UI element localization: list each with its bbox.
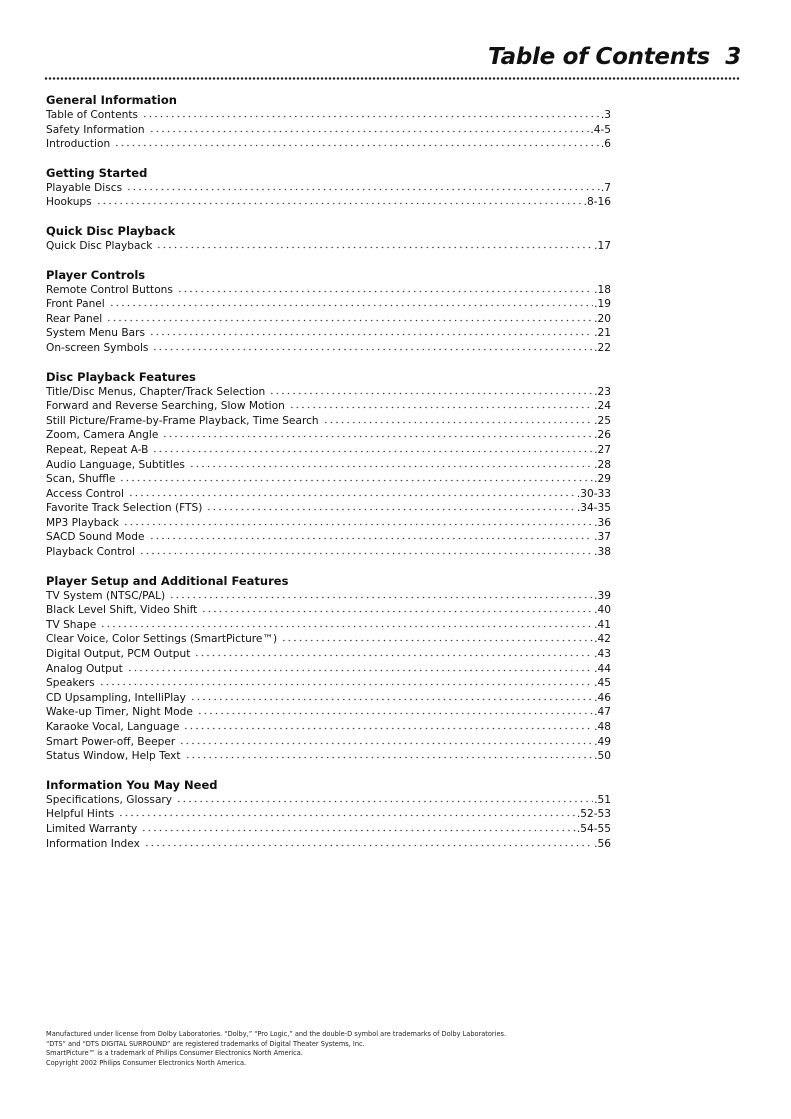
dot-leader (149, 326, 593, 336)
toc-entry-page: .8-16 (583, 196, 611, 209)
dot-leader (96, 195, 583, 205)
toc-entry-label: Playback Control (46, 546, 135, 559)
dot-leader (128, 487, 576, 497)
toc-entry-label: Favorite Track Selection (FTS) (46, 502, 203, 515)
toc-entry[interactable] (46, 676, 611, 691)
toc-entry[interactable] (46, 632, 611, 647)
toc-entry[interactable] (46, 283, 611, 298)
toc-entry-page: .50 (594, 750, 611, 763)
dot-leader (190, 691, 593, 701)
toc-entry-label: Limited Warranty (46, 822, 138, 835)
toc-entry-label: Black Level Shift, Video Shift (46, 604, 198, 617)
toc-entry-label: Repeat, Repeat A-B (46, 443, 149, 456)
toc-entry-page: .24 (594, 400, 611, 413)
toc-entry[interactable] (46, 691, 611, 706)
toc-entry-page: .25 (594, 414, 611, 427)
toc-entry[interactable] (46, 735, 611, 750)
section-heading: Disc Playback Features (46, 369, 196, 384)
dot-leader (176, 793, 593, 803)
toc-section (46, 93, 611, 152)
toc-entry-label: Helpful Hints (46, 808, 115, 821)
toc-entry[interactable] (46, 239, 611, 254)
toc-entry[interactable] (46, 326, 611, 341)
toc-entry-page: .17 (594, 239, 611, 252)
table-of-contents (46, 93, 611, 865)
toc-entry-label: Digital Output, PCM Output (46, 648, 191, 661)
toc-entry-label: Table of Contents (46, 109, 138, 121)
toc-entry[interactable] (46, 458, 611, 473)
toc-entry[interactable] (46, 618, 611, 633)
toc-entry-label: Information Index (46, 837, 140, 850)
dot-leader (152, 443, 593, 453)
toc-entry-page: .56 (594, 837, 611, 850)
dot-leader (141, 822, 576, 832)
toc-section (46, 574, 611, 764)
toc-section (46, 224, 611, 254)
section-heading: Player Setup and Additional Features (46, 573, 289, 588)
toc-entry-page: .39 (594, 589, 611, 602)
footer-line: Manufactured under license from Dolby Laboratories. “Dolby,” “Pro Logic,” and the double-D symbol are trademarks of Dolby Laboratories. (46, 1030, 507, 1038)
toc-entry-label: System Menu Bars (46, 327, 145, 340)
toc-entry-page: .52-53 (576, 808, 611, 821)
toc-entry-page: .46 (594, 691, 611, 704)
toc-entry[interactable] (46, 822, 611, 837)
toc-entry-page: .43 (594, 648, 611, 661)
toc-entry-label: Hookups (46, 196, 92, 209)
toc-entry-page: .23 (594, 385, 611, 398)
toc-entry[interactable] (46, 807, 611, 822)
toc-entry[interactable] (46, 399, 611, 414)
dot-leader (185, 749, 594, 759)
toc-entry-page: .6 (600, 138, 611, 151)
dot-leader (109, 297, 593, 307)
dot-leader (177, 283, 593, 293)
dot-leader (281, 632, 593, 642)
toc-entry[interactable] (46, 414, 611, 429)
toc-entry[interactable] (46, 501, 611, 516)
toc-entry-page: .27 (594, 443, 611, 456)
toc-entry-page: .20 (594, 312, 611, 325)
toc-entry[interactable] (46, 297, 611, 312)
toc-entry-label: Clear Voice, Color Settings (SmartPicture™) (46, 633, 278, 646)
dot-leader (100, 618, 593, 628)
footer-line: Copyright 2002 Philips Consumer Electronics North America. (46, 1058, 247, 1067)
dot-leader (162, 428, 593, 438)
toc-entry[interactable] (46, 749, 611, 764)
section-heading: Quick Disc Playback (46, 223, 176, 238)
dot-leader (114, 137, 600, 147)
toc-entry-label: Playable Discs (46, 181, 123, 194)
header-dotted-rule (44, 77, 740, 80)
toc-entry-label: Specifications, Glossary (46, 793, 173, 806)
toc-entry[interactable] (46, 181, 611, 196)
toc-entry[interactable] (46, 589, 611, 604)
toc-entry-page: .26 (594, 429, 611, 442)
toc-entry[interactable] (46, 443, 611, 458)
toc-entry-label: Access Control (46, 487, 124, 500)
toc-entry[interactable] (46, 720, 611, 735)
toc-entry-label: Zoom, Camera Angle (46, 429, 159, 442)
toc-entry-page: .30-33 (576, 487, 611, 500)
toc-entry-page: .42 (594, 633, 611, 646)
toc-section (46, 268, 611, 356)
toc-entry-page: .41 (594, 618, 611, 631)
dot-leader (99, 676, 594, 686)
dot-leader (194, 647, 593, 657)
toc-entry-label: Wake-up Timer, Night Mode (46, 706, 193, 719)
toc-entry-label: Speakers (46, 677, 95, 690)
dot-leader (201, 603, 593, 613)
toc-entry[interactable] (46, 705, 611, 720)
toc-entry-label: Smart Power-off, Beeper (46, 735, 176, 748)
footer-legal-notes (46, 1030, 606, 1068)
footer-line: “DTS” and “DTS DIGITAL SURROUND” are registered trademarks of Digital Theater Systems, Inc. (46, 1039, 365, 1048)
toc-entry-label: On-screen Symbols (46, 341, 149, 354)
dot-leader (289, 399, 593, 409)
page-title (488, 44, 741, 70)
section-heading: Information You May Need (46, 777, 218, 792)
dot-leader (206, 501, 575, 511)
dot-leader (149, 530, 594, 540)
dot-leader (119, 472, 593, 482)
dot-leader (149, 123, 590, 133)
toc-entry[interactable] (46, 516, 611, 531)
toc-entry-page: .18 (594, 283, 611, 296)
dot-leader (126, 181, 600, 191)
page-number: 3 (725, 44, 741, 70)
dot-leader (269, 385, 593, 395)
dot-leader (169, 589, 593, 599)
toc-entry-page: .29 (594, 473, 611, 486)
toc-entry-label: TV System (NTSC/PAL) (46, 589, 166, 602)
toc-entry-page: .28 (594, 458, 611, 471)
toc-entry[interactable] (46, 530, 611, 545)
dot-leader (123, 516, 593, 526)
dot-leader (118, 807, 576, 817)
toc-entry-page: .45 (594, 677, 611, 690)
dot-leader (323, 414, 594, 424)
toc-entry-page: .51 (594, 793, 611, 806)
footer-line: SmartPicture™ is a trademark of Philips Consumer Electronics North America. (46, 1049, 303, 1058)
toc-entry-page: .22 (594, 341, 611, 354)
toc-entry[interactable] (46, 123, 611, 138)
dot-leader (183, 720, 593, 730)
toc-entry-page: .48 (594, 721, 611, 733)
toc-entry-page: .3 (600, 109, 611, 121)
toc-entry-label: Forward and Reverse Searching, Slow Motion (46, 400, 285, 413)
dot-leader (189, 458, 593, 468)
toc-entry-page: .47 (594, 706, 611, 719)
toc-entry-label: Still Picture/Frame-by-Frame Playback, Time Search (46, 414, 319, 427)
toc-entry-label: Remote Control Buttons (46, 283, 173, 296)
dot-leader (142, 108, 600, 118)
toc-entry[interactable] (46, 837, 611, 852)
dot-leader (197, 705, 593, 715)
toc-entry-label: MP3 Playback (46, 516, 119, 529)
toc-entry[interactable] (46, 312, 611, 327)
section-heading: Getting Started (46, 165, 148, 180)
toc-section (46, 370, 611, 560)
toc-entry-label: Audio Language, Subtitles (46, 458, 185, 471)
dot-leader (127, 662, 593, 672)
toc-entry-page: .54-55 (576, 822, 611, 835)
toc-entry-label: Analog Output (46, 662, 123, 675)
toc-entry[interactable] (46, 428, 611, 443)
toc-entry-page: .21 (594, 327, 611, 340)
page-title-text: Table of Contents (488, 44, 710, 70)
toc-entry-label: Quick Disc Playback (46, 239, 153, 252)
toc-entry-page: .37 (594, 531, 611, 544)
toc-entry-page: .49 (594, 735, 611, 748)
section-heading: Player Controls (46, 267, 146, 282)
toc-section (46, 166, 611, 210)
dot-leader (139, 545, 593, 555)
toc-entry[interactable] (46, 385, 611, 400)
toc-entry-label: Scan, Shuffle (46, 473, 116, 486)
toc-section (46, 778, 611, 851)
toc-entry-label: Karaoke Vocal, Language (46, 721, 180, 733)
toc-entry-label: Safety Information (46, 123, 145, 136)
toc-entry[interactable] (46, 793, 611, 808)
toc-entry[interactable] (46, 603, 611, 618)
toc-entry-label: Title/Disc Menus, Chapter/Track Selection (46, 385, 266, 398)
toc-entry-page: .7 (600, 181, 611, 194)
toc-entry[interactable] (46, 108, 611, 123)
toc-entry-label: TV Shape (46, 618, 97, 631)
toc-entry-label: Status Window, Help Text (46, 750, 181, 763)
toc-entry[interactable] (46, 341, 611, 356)
dot-leader (106, 312, 593, 322)
page-header (0, 44, 741, 70)
toc-entry[interactable] (46, 137, 611, 152)
toc-entry[interactable] (46, 487, 611, 502)
dot-leader (156, 239, 593, 249)
toc-entry-page: .44 (594, 662, 611, 675)
toc-entry-label: SACD Sound Mode (46, 531, 145, 544)
toc-entry-page: .38 (594, 546, 611, 559)
toc-entry-label: Rear Panel (46, 312, 103, 325)
toc-entry[interactable] (46, 647, 611, 662)
toc-entry[interactable] (46, 545, 611, 560)
dot-leader (144, 837, 593, 847)
toc-entry-page: .4-5 (590, 123, 611, 136)
toc-entry-page: .19 (594, 298, 611, 311)
toc-entry-label: CD Upsampling, IntelliPlay (46, 691, 186, 704)
toc-entry[interactable] (46, 195, 611, 210)
toc-entry-label: Front Panel (46, 298, 105, 311)
toc-entry-label: Introduction (46, 138, 111, 151)
toc-entry[interactable] (46, 472, 611, 487)
dot-leader (179, 735, 593, 745)
toc-entry-page: .36 (594, 516, 611, 529)
toc-entry-page: .34-35 (576, 502, 611, 515)
section-heading: General Information (46, 93, 177, 107)
dot-leader (152, 341, 593, 351)
toc-entry[interactable] (46, 662, 611, 677)
toc-entry-page: .40 (594, 604, 611, 617)
